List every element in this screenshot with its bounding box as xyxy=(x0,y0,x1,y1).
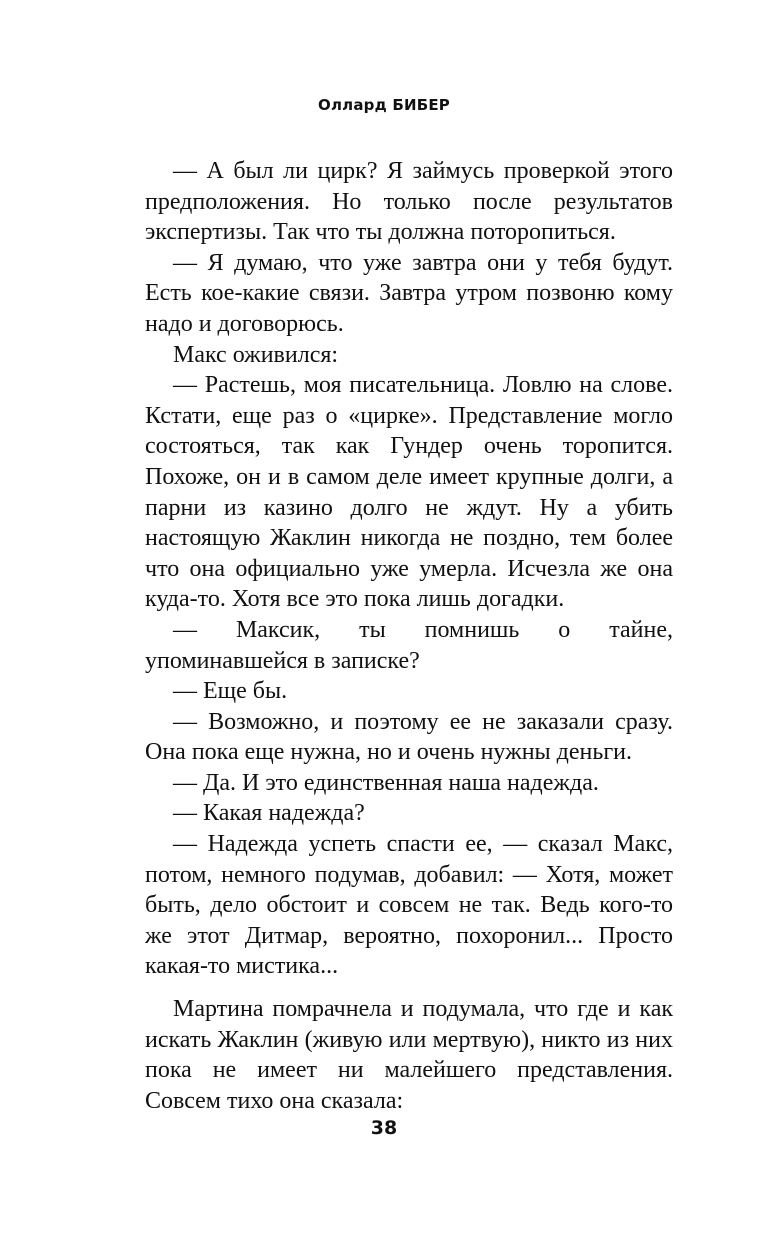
paragraph: — Возможно, и поэтому ее не заказали сразу. Она пока еще нужна, но и очень нужны деньги. xyxy=(145,708,673,766)
paragraph: Мартина помрачнела и подумала, что где и как искать Жаклин (живую или мертвую), никто из них пока не имеет ни малейшего представления. Совсем тихо она сказала: xyxy=(145,996,673,1114)
paragraph: — Еще бы. xyxy=(173,678,288,705)
running-head: Оллард БИБЕР xyxy=(318,96,450,114)
paragraph: — Да. И это единственная наша надежда. xyxy=(173,769,599,796)
paragraph: — Надежда успеть спасти ее, — сказал Макс, потом, немного подумав, добавил: — Хотя, может быть, дело обстоит и совсем не так. Ведь кого-то же этот Дитмар, вероятно, похоронил... Просто какая-то мистика... xyxy=(145,831,673,980)
paragraph: — А был ли цирк? Я займусь проверкой этого предположения. Но только после результатов экспертизы. Так что ты должна поторопиться. xyxy=(145,158,673,246)
page-number: 38 xyxy=(370,1117,398,1139)
paragraph: — Максик, ты помнишь о тайне, упоминавшейся в записке? xyxy=(145,616,673,674)
paragraph: Макс оживился: xyxy=(173,341,339,368)
paragraph: — Я думаю, что уже завтра они у тебя будут. Есть кое-какие связи. Завтра утром позвоню кому надо и договорюсь. xyxy=(145,249,673,337)
paragraph: — Какая надежда? xyxy=(173,800,365,827)
body-text xyxy=(145,156,673,1116)
paragraph: — Растешь, моя писательница. Ловлю на слове. Кстати, еще раз о «цирке». Представление могло состояться, так как Гундер очень торопится. Похоже, он и в самом деле имеет крупные долги, а парни из казино долго не ждут. Ну а убить настоящую Жаклин никогда не поздно, тем более что она официально уже умерла. Исчезла же она куда-то. Хотя все это пока лишь догадки. xyxy=(145,372,673,613)
